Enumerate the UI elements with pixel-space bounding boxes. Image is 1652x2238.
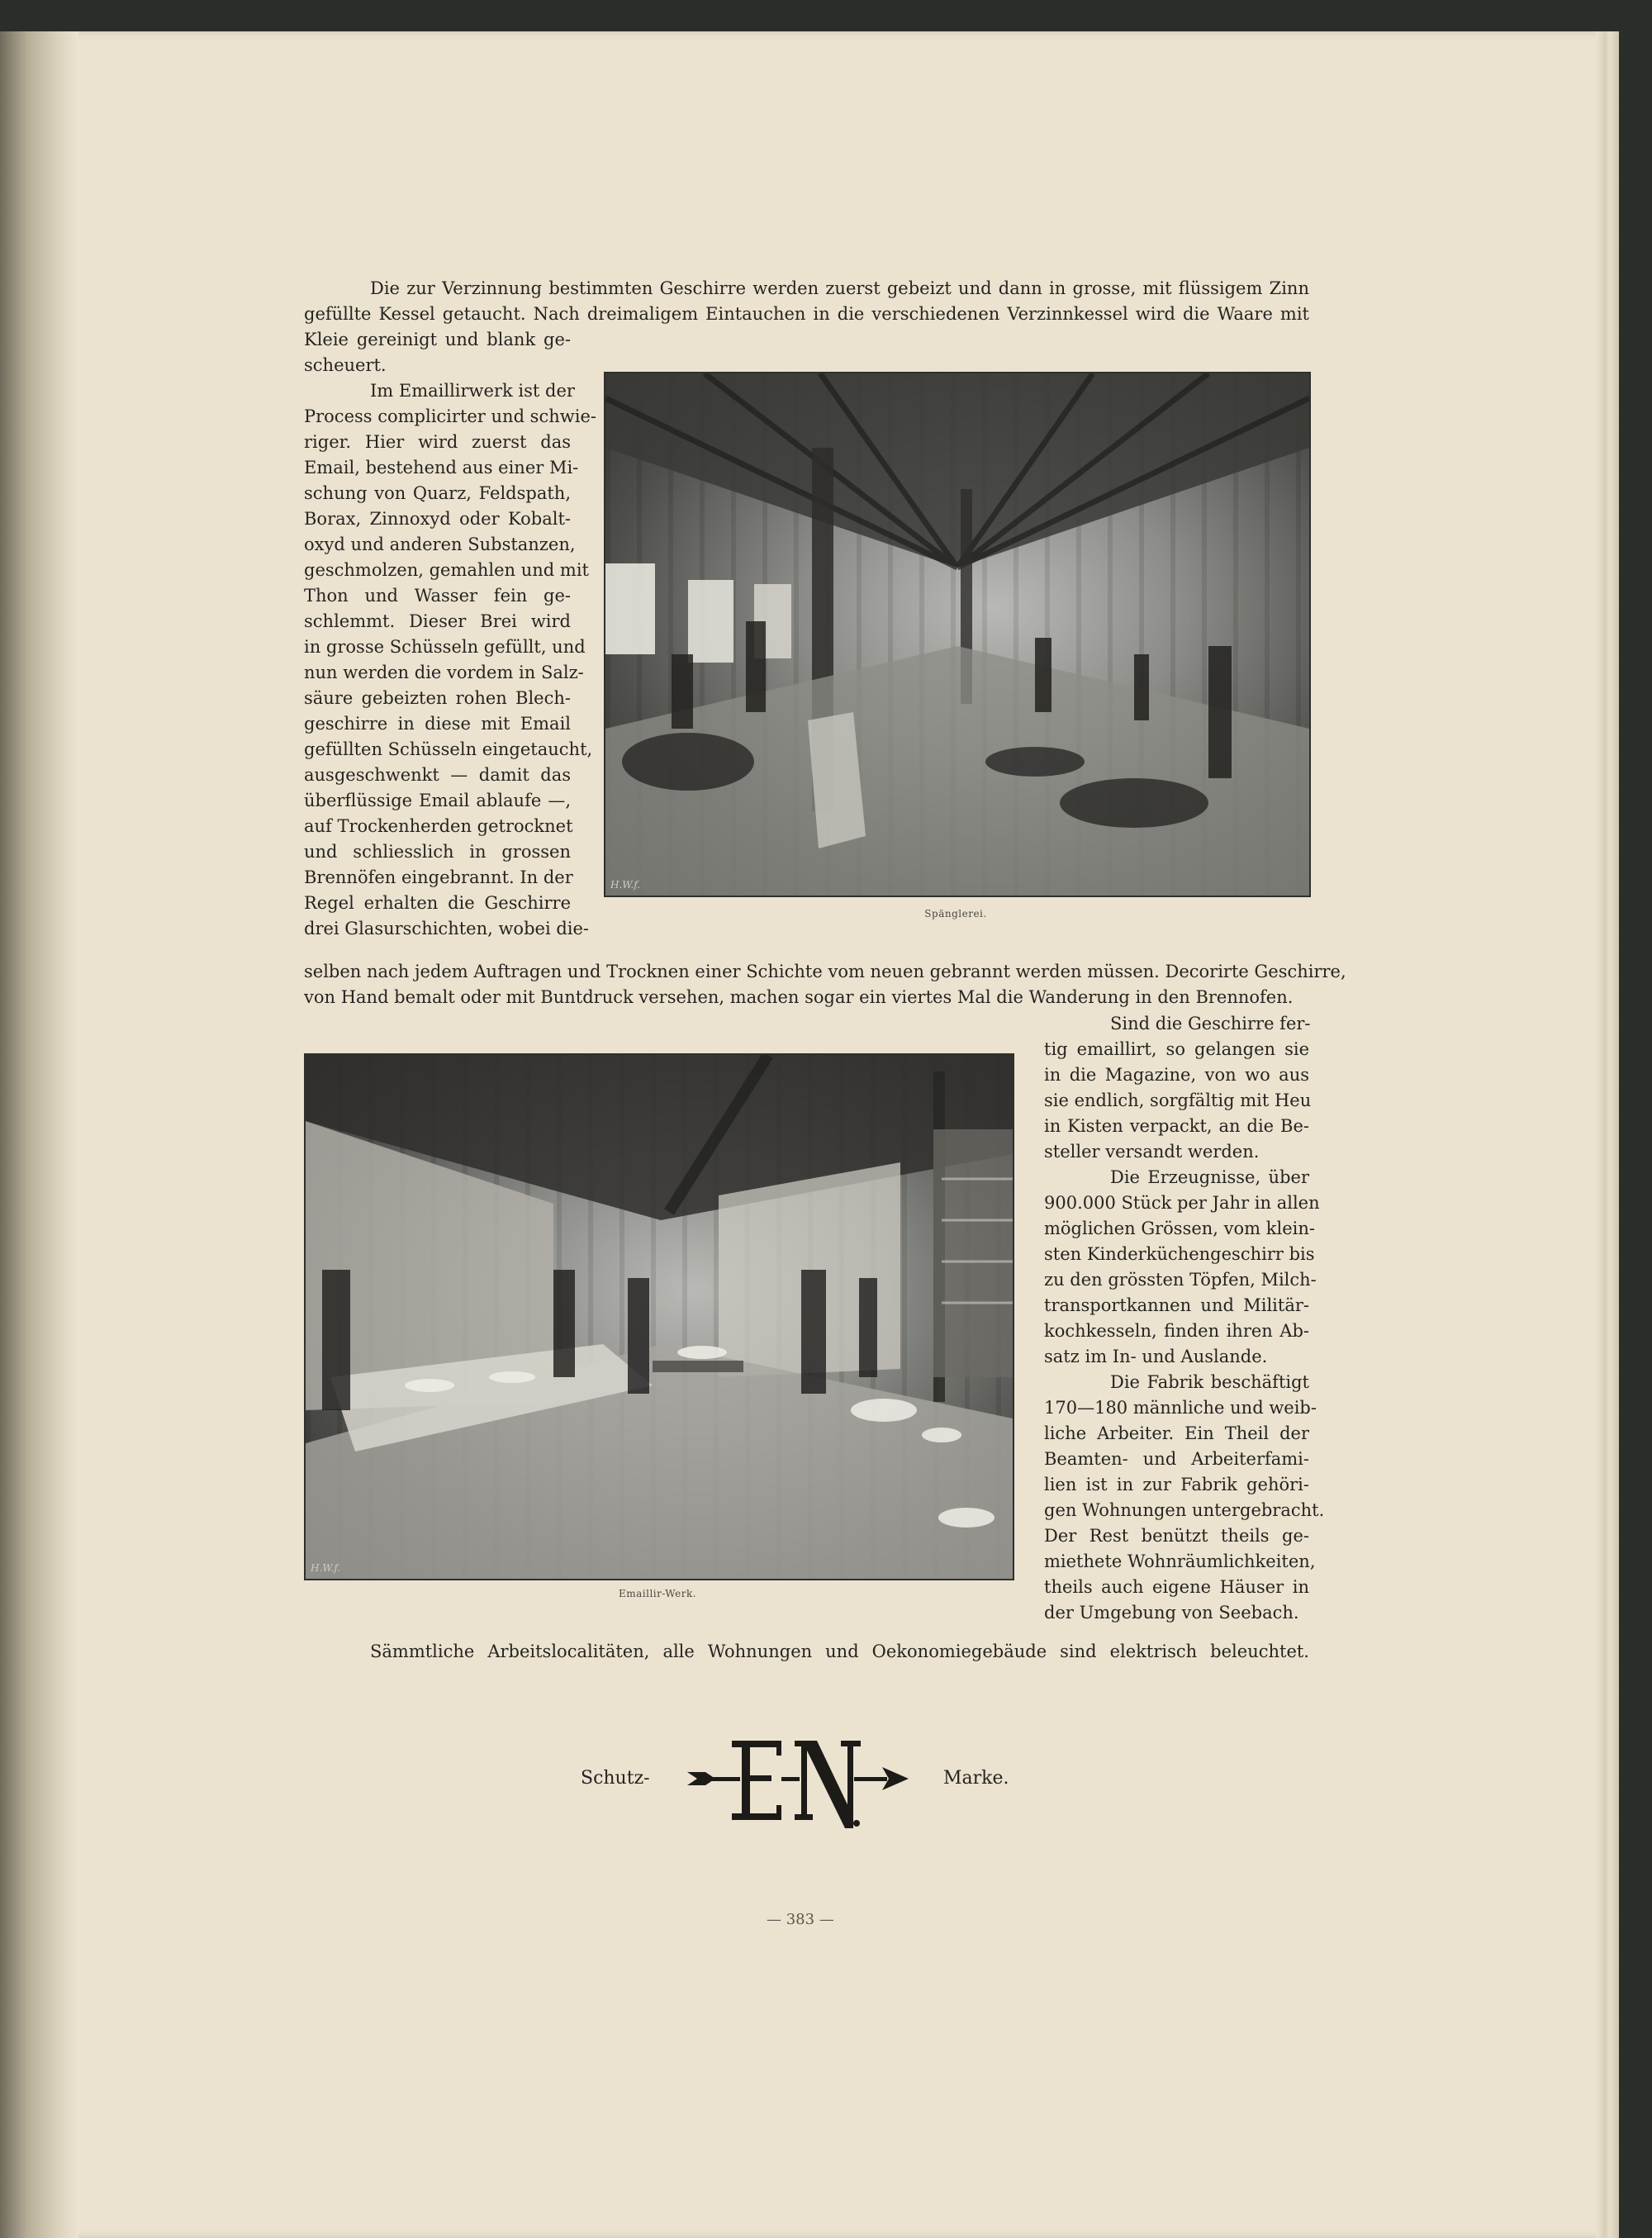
column-line: der Umgebung von Seebach.	[1044, 1603, 1299, 1623]
column-line: säure gebeizten rohen Blech-	[304, 688, 571, 708]
column-line: möglichen Grössen, vom klein-	[1044, 1219, 1315, 1238]
closing-text: Sämmtliche Arbeitslocalitäten, alle Wohnungen und Oekonomiegebäude sind elektrisch beleuchtet.	[370, 1642, 1309, 1661]
column-line: satz im In- und Auslande.	[1044, 1347, 1268, 1366]
column-line: transportkannen und Militär-	[1044, 1295, 1309, 1315]
column-line: theils auch eigene Häuser in	[1044, 1577, 1309, 1597]
column-line: Der Rest benützt theils ge-	[1044, 1526, 1309, 1546]
photo-caption: Spänglerei.	[924, 908, 987, 919]
column-line: lien ist in zur Fabrik gehöri-	[1044, 1475, 1309, 1494]
column-line: Die Fabrik beschäftigt	[1110, 1372, 1309, 1392]
closing-line	[304, 1639, 1309, 1665]
column-line: geschirre in diese mit Email	[304, 714, 571, 734]
column-line: Sind die Geschirre fer-	[1110, 1014, 1311, 1033]
trademark-right-label: Marke.	[943, 1768, 1009, 1789]
column-line: Im Emaillirwerk ist der	[370, 381, 575, 401]
page-edge	[1596, 31, 1619, 2238]
column-line: schung von Quarz, Feldspath,	[304, 483, 571, 503]
page-number: — 383 —	[767, 1911, 834, 1928]
middle-line: selben nach jedem Auftragen und Trocknen einer Schichte vom neuen gebrannt werden müssen. Decorirte Geschirre,	[304, 962, 1346, 981]
column-line: miethete Wohnräumlichkeiten,	[1044, 1551, 1316, 1571]
page-gutter	[0, 31, 78, 2238]
column-line: sten Kinderküchengeschirr bis	[1044, 1244, 1315, 1264]
column-line: in die Magazine, von wo aus	[1044, 1065, 1309, 1085]
column-line: Beamten- und Arbeiterfami-	[1044, 1449, 1309, 1469]
column-line: Email, bestehend aus einer Mi-	[304, 458, 579, 478]
column-line: 900.000 Stück per Jahr in allen	[1044, 1193, 1320, 1213]
workshop-illustration	[306, 1055, 1013, 1579]
column-line: oxyd und anderen Substanzen,	[304, 535, 576, 554]
column-line: drei Glasurschichten, wobei die-	[304, 919, 590, 938]
column-line: riger. Hier wird zuerst das	[304, 432, 571, 452]
column-line: Thon und Wasser fein ge-	[304, 586, 571, 606]
intro-paragraph	[304, 276, 1309, 378]
photo-caption: Emaillir-Werk.	[618, 1588, 697, 1599]
column-line: ausgeschwenkt — damit das	[304, 765, 571, 785]
column-line: steller versandt werden.	[1044, 1142, 1260, 1162]
column-line: überflüssige Email ablaufe —,	[304, 791, 571, 810]
workshop-illustration	[605, 373, 1309, 896]
column-line: in grosse Schüsseln gefüllt, und	[304, 637, 586, 657]
column-line: liche Arbeiter. Ein Theil der	[1044, 1423, 1309, 1443]
column-line: und schliesslich in grossen	[304, 842, 571, 862]
column-line: 170—180 männliche und weib-	[1044, 1398, 1317, 1418]
middle-line: von Hand bemalt oder mit Buntdruck versehen, machen sogar ein viertes Mal die Wanderung in den Brennofen.	[304, 987, 1294, 1007]
photo-signature: H.W.f.	[610, 879, 641, 891]
intro-line: gefüllte Kessel getaucht. Nach dreimaligem Eintauchen in die verschiedenen Verzinnkessel wird die Waare mit	[304, 304, 1309, 324]
column-line: Process complicirter und schwie-	[304, 406, 596, 426]
left-column-text	[304, 378, 596, 942]
photo-signature: H.W.f.	[311, 1562, 341, 1574]
intro-line: scheuert.	[304, 355, 387, 375]
trademark-logo	[684, 1732, 923, 1832]
right-column-text	[1044, 1011, 1325, 1626]
column-line: geschmolzen, gemahlen und mit	[304, 560, 589, 580]
intro-line: Kleie gereinigt und blank ge-	[304, 330, 571, 349]
photo-spaenglerei	[604, 372, 1311, 897]
column-line: Brennöfen eingebrannt. In der	[304, 867, 573, 887]
column-line: gen Wohnungen untergebracht.	[1044, 1500, 1325, 1520]
column-line: tig emaillirt, so gelangen sie	[1044, 1039, 1309, 1059]
column-line: sie endlich, sorgfältig mit Heu	[1044, 1090, 1312, 1110]
column-line: auf Trockenherden getrocknet	[304, 816, 573, 836]
middle-paragraph	[304, 959, 1346, 1010]
column-line: Die Erzeugnisse, über	[1110, 1167, 1309, 1187]
column-line: in Kisten verpackt, an die Be-	[1044, 1116, 1309, 1136]
column-line: nun werden die vordem in Salz-	[304, 663, 584, 682]
column-line: gefüllten Schüsseln eingetaucht,	[304, 739, 593, 759]
column-line: zu den grössten Töpfen, Milch-	[1044, 1270, 1317, 1290]
photo-emaillir-werk	[304, 1053, 1014, 1580]
column-line: schlemmt. Dieser Brei wird	[304, 611, 571, 631]
column-line: kochkesseln, finden ihren Ab-	[1044, 1321, 1309, 1341]
column-line: Regel erhalten die Geschirre	[304, 893, 571, 913]
intro-line: Die zur Verzinnung bestimmten Geschirre werden zuerst gebeizt und dann in grosse, mit flüssigem Zinn	[370, 278, 1309, 298]
column-line: Borax, Zinnoxyd oder Kobalt-	[304, 509, 571, 529]
trademark-left-label: Schutz-	[581, 1768, 650, 1789]
